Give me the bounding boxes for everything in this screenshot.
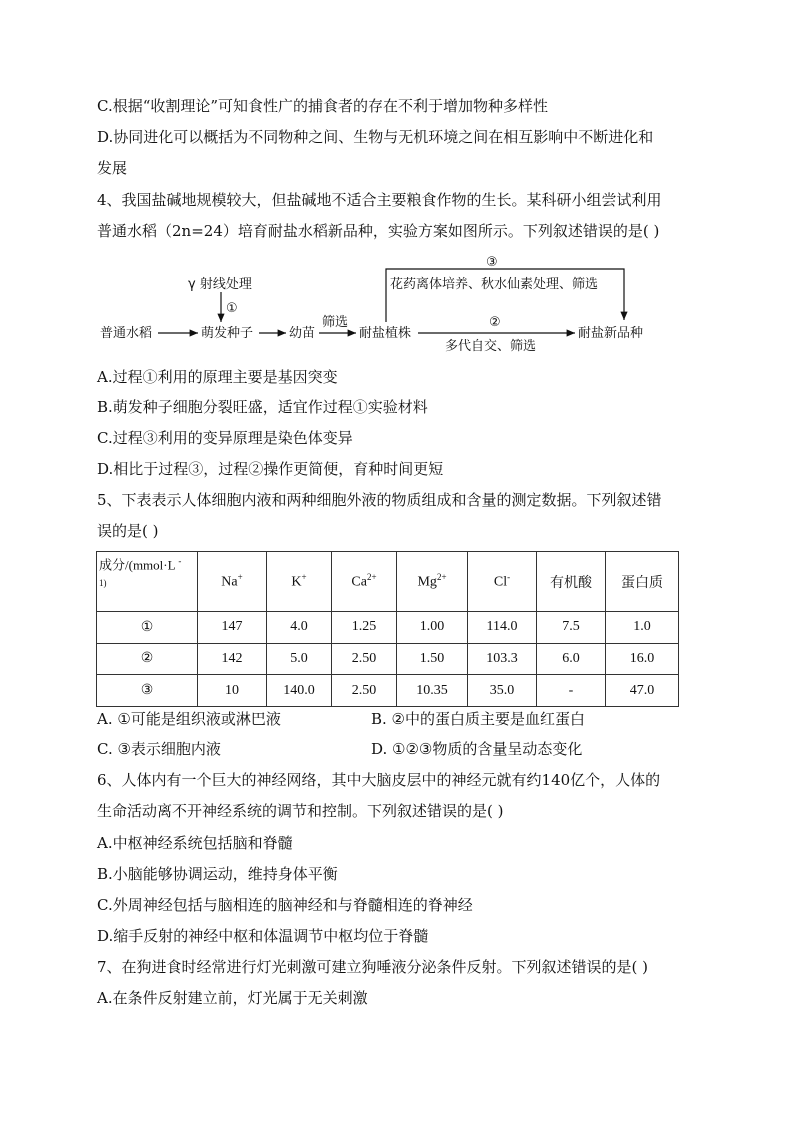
label-self-cross: 多代自交、筛选	[445, 339, 537, 354]
table-cell: 2.50	[332, 675, 397, 707]
table-cell: 35.0	[468, 675, 537, 707]
table-cell: 1.0	[606, 612, 679, 644]
table-cell: 16.0	[606, 643, 679, 675]
question-4-stem-2: 普通水稻（2n=24）培育耐盐水稻新品种，实验方案如图所示。下列叙述错误的是( )	[97, 222, 660, 240]
col-organic-acid: 有机酸	[537, 552, 606, 612]
table-cell: 1.25	[332, 612, 397, 644]
fluid-composition-table	[96, 551, 679, 707]
node-ordinary-rice: 普通水稻	[100, 326, 153, 341]
option-a-q4: A.过程①利用的原理主要是基因突变	[97, 368, 338, 386]
table-cell: 147	[198, 612, 267, 644]
table-cell: 7.5	[537, 612, 606, 644]
row-label: ③	[97, 675, 198, 707]
option-a-q7: A.在条件反射建立前，灯光属于无关刺激	[97, 989, 368, 1007]
node-salt-tolerant-plant: 耐盐植株	[359, 326, 412, 341]
table-cell: 114.0	[468, 612, 537, 644]
row-label: ①	[97, 612, 198, 644]
option-d-q3-cont: 发展	[97, 159, 128, 177]
option-d-q3: D.协同进化可以概括为不同物种之间、生物与无机环境之间在相互影响中不断进化和	[97, 128, 654, 146]
col-protein: 蛋白质	[606, 552, 679, 612]
label-gamma-ray: γ 射线处理	[188, 277, 252, 292]
table-cell: 4.0	[267, 612, 332, 644]
table-cell: 103.3	[468, 643, 537, 675]
col-na: Na+	[198, 552, 267, 612]
table-cell: 5.0	[267, 643, 332, 675]
table-row	[97, 675, 679, 707]
option-c-q4: C.过程③利用的变异原理是染色体变异	[97, 429, 353, 447]
option-a-q5: A. ①可能是组织液或淋巴液	[97, 710, 281, 728]
table-cell: 47.0	[606, 675, 679, 707]
table-cell: 140.0	[267, 675, 332, 707]
table-row	[97, 612, 679, 644]
table-header-row	[97, 552, 679, 612]
label-anther-culture: 花药离体培养、秋水仙素处理、筛选	[390, 277, 599, 292]
breeding-flow-diagram	[90, 254, 660, 356]
table-cell: 2.50	[332, 643, 397, 675]
label-process-3: ③	[486, 255, 498, 270]
table-cell: 1.00	[397, 612, 468, 644]
question-6-stem-2: 生命活动离不开神经系统的调节和控制。下列叙述错误的是( )	[97, 802, 504, 820]
col-ca: $Ca^{2+}$	[332, 552, 397, 612]
col-mg: $Mg^{2+}$	[397, 552, 468, 612]
option-b-q4: B.萌发种子细胞分裂旺盛，适宜作过程①实验材料	[97, 398, 428, 416]
table-cell: 1.50	[397, 643, 468, 675]
node-germinating-seed: 萌发种子	[201, 326, 254, 341]
option-d-q4: D.相比于过程③，过程②操作更简便，育种时间更短	[97, 460, 444, 478]
option-c-q5: C. ③表示细胞内液	[97, 740, 221, 758]
table-cell: 10	[198, 675, 267, 707]
table-cell: 10.35	[397, 675, 468, 707]
question-5-stem-2: 误的是( )	[97, 522, 159, 540]
col-cl: Cl-	[468, 552, 537, 612]
question-6-stem-1: 6、人体内有一个巨大的神经网络，其中大脑皮层中的神经元就有约140亿个，人体的	[97, 771, 661, 789]
col-k: K+	[267, 552, 332, 612]
label-process-1: ①	[226, 301, 238, 316]
node-new-variety: 耐盐新品种	[578, 326, 644, 341]
table-cell: 6.0	[537, 643, 606, 675]
label-screen: 筛选	[322, 315, 349, 330]
option-a-q6: A.中枢神经系统包括脑和脊髓	[97, 834, 293, 852]
question-4-stem-1: 4、我国盐碱地规模较大，但盐碱地不适合主要粮食作物的生长。某科研小组尝试利用	[97, 191, 662, 209]
option-c-q3: C.根据“收割理论”可知食性广的捕食者的存在不利于增加物种多样性	[97, 97, 549, 115]
table-row	[97, 643, 679, 675]
table-cell: -	[537, 675, 606, 707]
option-d-q5: D. ①②③物质的含量呈动态变化	[371, 740, 583, 758]
row-label: ②	[97, 643, 198, 675]
option-b-q5: B. ②中的蛋白质主要是血红蛋白	[371, 710, 586, 728]
question-7-stem: 7、在狗进食时经常进行灯光刺激可建立狗唾液分泌条件反射。下列叙述错误的是( )	[97, 958, 649, 976]
label-process-2: ②	[489, 315, 501, 330]
option-d-q6: D.缩手反射的神经中枢和体温调节中枢均位于脊髓	[97, 927, 429, 945]
node-seedling: 幼苗	[289, 326, 316, 341]
corner-header: 成分/(mmol·L - $^{1)}$	[97, 552, 198, 612]
option-c-q6: C.外周神经包括与脑相连的脑神经和与脊髓相连的脊神经	[97, 896, 473, 914]
option-b-q6: B.小脑能够协调运动，维持身体平衡	[97, 865, 338, 883]
question-5-stem-1: 5、下表表示人体细胞内液和两种细胞外液的物质组成和含量的测定数据。下列叙述错	[97, 491, 662, 509]
table-cell: 142	[198, 643, 267, 675]
